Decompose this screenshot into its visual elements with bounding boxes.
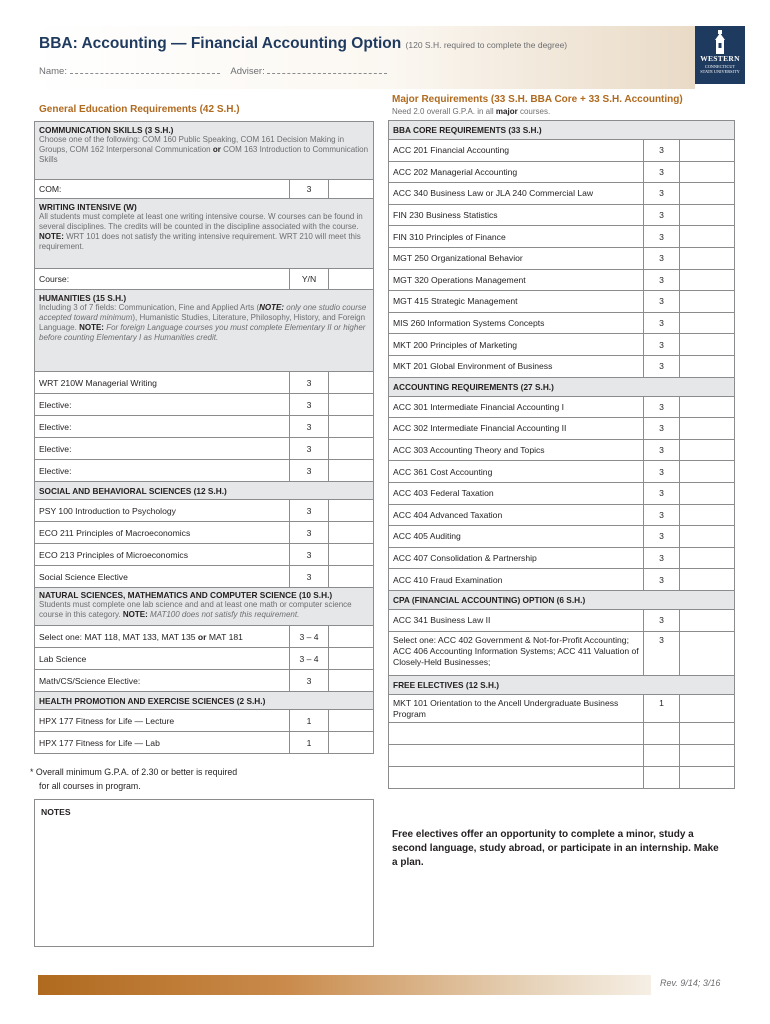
credit-hours: 3 — [644, 504, 680, 526]
table-row — [389, 547, 735, 569]
credit-hours: 1 — [290, 710, 329, 732]
table-row — [389, 722, 735, 744]
course-input[interactable] — [389, 744, 644, 766]
name-adviser-line — [39, 66, 387, 77]
course-label: ACC 410 Fraud Examination — [389, 569, 644, 591]
course-label: ACC 405 Auditing — [389, 526, 644, 548]
grade-cell[interactable] — [680, 269, 735, 291]
grade-cell[interactable] — [329, 710, 374, 732]
grade-cell[interactable] — [329, 566, 374, 588]
table-row — [389, 418, 735, 440]
notes-box[interactable] — [34, 799, 374, 947]
table-row — [389, 504, 735, 526]
credit-hours: 1 — [644, 694, 680, 722]
table-row — [35, 180, 374, 199]
grade-cell[interactable] — [680, 204, 735, 226]
grade-cell[interactable] — [680, 722, 735, 744]
course-label: MKT 200 Principles of Marketing — [389, 334, 644, 356]
course-label: ACC 403 Federal Taxation — [389, 482, 644, 504]
grade-cell[interactable] — [329, 648, 374, 670]
core-header-row — [389, 121, 735, 140]
grade-cell[interactable] — [329, 372, 374, 394]
cpa-title: CPA (FINANCIAL ACCOUNTING) OPTION (6 S.H.) — [389, 590, 735, 609]
credit-hours: 3 — [644, 396, 680, 418]
acc-header-row — [389, 377, 735, 396]
grade-cell[interactable] — [329, 180, 374, 199]
table-row — [35, 566, 374, 588]
adviser-field[interactable] — [267, 73, 387, 74]
table-row — [389, 694, 735, 722]
gen-ed-heading: General Education Requirements (42 S.H.) — [39, 104, 240, 115]
credit-input[interactable] — [644, 744, 680, 766]
grade-cell[interactable] — [680, 140, 735, 162]
grade-cell[interactable] — [680, 569, 735, 591]
grade-cell[interactable] — [680, 461, 735, 483]
course-label: ACC 361 Cost Accounting — [389, 461, 644, 483]
natsci-desc: Students must complete one lab science and and at least one math or computer science course in this category. NOTE: MAT100 does not satisfy this requirement. — [39, 600, 352, 619]
table-row — [389, 609, 735, 631]
natsci-header-row — [35, 588, 374, 626]
credit-hours: 3 — [644, 312, 680, 334]
table-row — [35, 544, 374, 566]
course-label: ACC 404 Advanced Taxation — [389, 504, 644, 526]
table-row — [389, 183, 735, 205]
table-row — [389, 569, 735, 591]
credit-hours: 3 — [644, 226, 680, 248]
hpx-title: HEALTH PROMOTION AND EXERCISE SCIENCES (2 S.H.) — [35, 692, 374, 710]
credit-hours: 3 — [290, 544, 329, 566]
core-title: BBA CORE REQUIREMENTS (33 S.H.) — [389, 121, 735, 140]
table-row — [389, 312, 735, 334]
table-row — [389, 269, 735, 291]
credit-hours: 3 — [290, 500, 329, 522]
humanities-title: HUMANITIES (15 S.H.) — [39, 293, 127, 303]
credit-hours: 3 — [290, 670, 329, 692]
credit-hours: 3 — [290, 522, 329, 544]
grade-cell[interactable] — [329, 732, 374, 754]
grade-cell[interactable] — [329, 269, 374, 290]
grade-cell[interactable] — [329, 394, 374, 416]
table-row — [389, 631, 735, 675]
social-header-row — [35, 482, 374, 500]
gpa-note: * Overall minimum G.P.A. of 2.30 or better is required for all courses in program. — [30, 767, 238, 791]
table-row — [35, 670, 374, 692]
grade-cell[interactable] — [680, 247, 735, 269]
table-row — [389, 355, 735, 377]
course-label: Elective: — [35, 438, 290, 460]
credit-hours: 3 — [644, 526, 680, 548]
table-row — [35, 522, 374, 544]
table-row — [389, 291, 735, 313]
table-row — [389, 226, 735, 248]
table-row — [389, 396, 735, 418]
grade-cell[interactable] — [680, 312, 735, 334]
course-label: MGT 415 Strategic Management — [389, 291, 644, 313]
course-label: ACC 340 Business Law or JLA 240 Commercial Law — [389, 183, 644, 205]
credit-hours: 3 — [644, 334, 680, 356]
title-main: BBA: Accounting — Financial Accounting Option — [39, 35, 402, 52]
writing-header-row — [35, 199, 374, 269]
course-label: ACC 303 Accounting Theory and Topics — [389, 439, 644, 461]
grade-cell[interactable] — [680, 482, 735, 504]
table-row — [389, 140, 735, 162]
comm-desc: Choose one of the following: COM 160 Public Speaking, COM 161 Decision Making in Groups, COM 162 Interpersonal Communication or COM 163 Introduction to Communication Skills — [39, 135, 369, 164]
grade-cell[interactable] — [329, 522, 374, 544]
credit-hours: 3 — [290, 416, 329, 438]
credit-hours: 3 — [644, 161, 680, 183]
grade-cell[interactable] — [329, 460, 374, 482]
tower-icon — [712, 30, 728, 54]
table-row — [389, 334, 735, 356]
course-label: ACC 341 Business Law II — [389, 609, 644, 631]
course-label: Select one: MAT 118, MAT 133, MAT 135 or MAT 181 — [35, 626, 290, 648]
table-row — [389, 482, 735, 504]
major-table — [388, 120, 735, 789]
table-row — [389, 766, 735, 788]
grade-cell[interactable] — [680, 334, 735, 356]
course-label: HPX 177 Fitness for Life — Lab — [35, 732, 290, 754]
grade-cell[interactable] — [680, 226, 735, 248]
grade-cell[interactable] — [680, 504, 735, 526]
footer-bar — [38, 975, 651, 995]
grade-cell[interactable] — [329, 500, 374, 522]
course-label: MIS 260 Information Systems Concepts — [389, 312, 644, 334]
social-title: SOCIAL AND BEHAVIORAL SCIENCES (12 S.H.) — [35, 482, 374, 500]
comm-title: COMMUNICATION SKILLS (3 S.H.) — [39, 125, 174, 135]
table-row — [35, 626, 374, 648]
natsci-title: NATURAL SCIENCES, MATHEMATICS AND COMPUTER SCIENCE (10 S.H.) — [39, 590, 333, 600]
revision-date: Rev. 9/14; 3/16 — [660, 978, 721, 988]
free-electives-note: Free electives offer an opportunity to complete a minor, study a second language, study abroad, or participate in an internship. Make a plan. — [392, 829, 719, 868]
table-row — [35, 416, 374, 438]
table-row — [35, 438, 374, 460]
name-label: Name: — [39, 66, 67, 77]
grade-cell[interactable] — [680, 396, 735, 418]
grade-cell[interactable] — [680, 291, 735, 313]
grade-cell[interactable] — [680, 355, 735, 377]
course-label: ECO 213 Principles of Microeconomics — [35, 544, 290, 566]
course-label: MKT 201 Global Environment of Business — [389, 355, 644, 377]
course-label: Social Science Elective — [35, 566, 290, 588]
adviser-label: Adviser: — [230, 66, 265, 77]
credit-hours: 3 — [644, 631, 680, 675]
course-label: MGT 250 Organizational Behavior — [389, 247, 644, 269]
credit-hours: 3 – 4 — [290, 626, 329, 648]
course-label: FIN 230 Business Statistics — [389, 204, 644, 226]
table-row — [35, 732, 374, 754]
table-row — [389, 161, 735, 183]
course-label: Course: — [35, 269, 290, 290]
table-row — [35, 648, 374, 670]
course-label: MKT 101 Orientation to the Ancell Undergraduate Business Program — [389, 694, 644, 722]
table-row — [389, 247, 735, 269]
major-heading: Major Requirements (33 S.H. BBA Core + 33 S.H. Accounting) — [392, 94, 683, 105]
grade-cell[interactable] — [680, 418, 735, 440]
credit-hours: 3 — [290, 372, 329, 394]
table-row — [389, 744, 735, 766]
credit-hours: 3 — [290, 394, 329, 416]
credit-hours: 1 — [290, 732, 329, 754]
humanities-desc: Including 3 of 7 fields: Communication, Fine and Applied Arts (NOTE: only one studio course accepted toward minimum), Humanistic Studies, Literature, Philosophy, History, and Foreign Language. NOTE: For foreign Language courses you must complete Elementary II or higher before counting Elementary I as Humanities credit. — [39, 303, 367, 342]
credit-hours: 3 — [290, 438, 329, 460]
credit-input[interactable] — [644, 722, 680, 744]
title-sub: (120 S.H. required to complete the degree) — [405, 40, 568, 50]
course-label: ECO 211 Principles of Macroeconomics — [35, 522, 290, 544]
credit-hours: 3 — [644, 482, 680, 504]
writing-desc: All students must complete at least one writing intensive course. W courses can be found in several disciplines. The credits will be counted in the discipline associated with the course. NOTE: WRT 101 does not satisfy the writing intensive requirement. WRT 210 will meet this requirement. — [39, 212, 363, 251]
credit-hours: 3 — [644, 439, 680, 461]
credit-hours: 3 — [644, 355, 680, 377]
course-label: HPX 177 Fitness for Life — Lecture — [35, 710, 290, 732]
course-label: ACC 202 Managerial Accounting — [389, 161, 644, 183]
credit-hours: 3 — [644, 569, 680, 591]
notes-label: NOTES — [41, 807, 71, 817]
table-row — [35, 710, 374, 732]
course-label: ACC 407 Consolidation & Partnership — [389, 547, 644, 569]
credit-hours: 3 — [290, 180, 329, 199]
table-row — [35, 394, 374, 416]
grade-cell[interactable] — [329, 670, 374, 692]
university-logo — [695, 26, 745, 84]
course-input[interactable] — [389, 766, 644, 788]
credit-input[interactable] — [644, 766, 680, 788]
credit-hours: 3 — [290, 460, 329, 482]
grade-cell[interactable] — [329, 626, 374, 648]
credit-hours: 3 — [644, 140, 680, 162]
grade-cell[interactable] — [680, 744, 735, 766]
table-row — [389, 461, 735, 483]
grade-cell[interactable] — [680, 161, 735, 183]
major-subheading: Need 2.0 overall G.P.A. in all major courses. — [392, 107, 551, 116]
hpx-header-row — [35, 692, 374, 710]
grade-cell[interactable] — [680, 766, 735, 788]
grade-cell[interactable] — [329, 416, 374, 438]
credit-hours: 3 — [644, 461, 680, 483]
table-row — [389, 439, 735, 461]
credit-hours: 3 — [644, 291, 680, 313]
grade-cell[interactable] — [680, 547, 735, 569]
credit-hours: 3 — [644, 418, 680, 440]
table-row — [35, 500, 374, 522]
course-label: ACC 201 Financial Accounting — [389, 140, 644, 162]
credit-hours: 3 — [644, 547, 680, 569]
course-label: Math/CS/Science Elective: — [35, 670, 290, 692]
course-label: Elective: — [35, 460, 290, 482]
course-label: WRT 210W Managerial Writing — [35, 372, 290, 394]
credit-hours: 3 — [644, 269, 680, 291]
course-input[interactable] — [389, 722, 644, 744]
grade-cell[interactable] — [680, 526, 735, 548]
grade-cell[interactable] — [680, 694, 735, 722]
writing-title: WRITING INTENSIVE (W) — [39, 202, 137, 212]
grade-cell[interactable] — [680, 609, 735, 631]
acc-title: ACCOUNTING REQUIREMENTS (27 S.H.) — [389, 377, 735, 396]
course-label: Elective: — [35, 416, 290, 438]
free-header-row — [389, 675, 735, 694]
course-label: ACC 301 Intermediate Financial Accounting I — [389, 396, 644, 418]
table-row — [35, 372, 374, 394]
course-label: Lab Science — [35, 648, 290, 670]
page-title — [39, 35, 567, 53]
grade-cell[interactable] — [680, 183, 735, 205]
grade-cell[interactable] — [680, 439, 735, 461]
course-label: Elective: — [35, 394, 290, 416]
credit-hours: 3 — [290, 566, 329, 588]
comm-header-row — [35, 122, 374, 180]
grade-cell[interactable] — [329, 544, 374, 566]
credit-hours: 3 — [644, 183, 680, 205]
table-row — [389, 204, 735, 226]
table-row — [389, 526, 735, 548]
course-label: MGT 320 Operations Management — [389, 269, 644, 291]
logo-subtext: CONNECTICUT STATE UNIVERSITY — [700, 64, 740, 74]
gen-ed-table — [34, 121, 374, 754]
logo-wordmark: WESTERN — [700, 54, 740, 63]
credit-hours: 3 — [644, 204, 680, 226]
grade-cell[interactable] — [680, 631, 735, 675]
credit-hours: Y/N — [290, 269, 329, 290]
course-label: PSY 100 Introduction to Psychology — [35, 500, 290, 522]
humanities-header-row — [35, 290, 374, 372]
course-label: Select one: ACC 402 Government & Not-for-Profit Accounting; ACC 406 Accounting Information Systems; ACC 411 Valuation of Closely-Held Businesses; — [389, 631, 644, 675]
name-field[interactable] — [70, 73, 220, 74]
credit-hours: 3 – 4 — [290, 648, 329, 670]
course-label: FIN 310 Principles of Finance — [389, 226, 644, 248]
course-label: ACC 302 Intermediate Financial Accounting II — [389, 418, 644, 440]
credit-hours: 3 — [644, 609, 680, 631]
course-label: COM: — [35, 180, 290, 199]
table-row — [35, 269, 374, 290]
table-row — [35, 460, 374, 482]
cpa-header-row — [389, 590, 735, 609]
free-title: FREE ELECTIVES (12 S.H.) — [389, 675, 735, 694]
credit-hours: 3 — [644, 247, 680, 269]
grade-cell[interactable] — [329, 438, 374, 460]
